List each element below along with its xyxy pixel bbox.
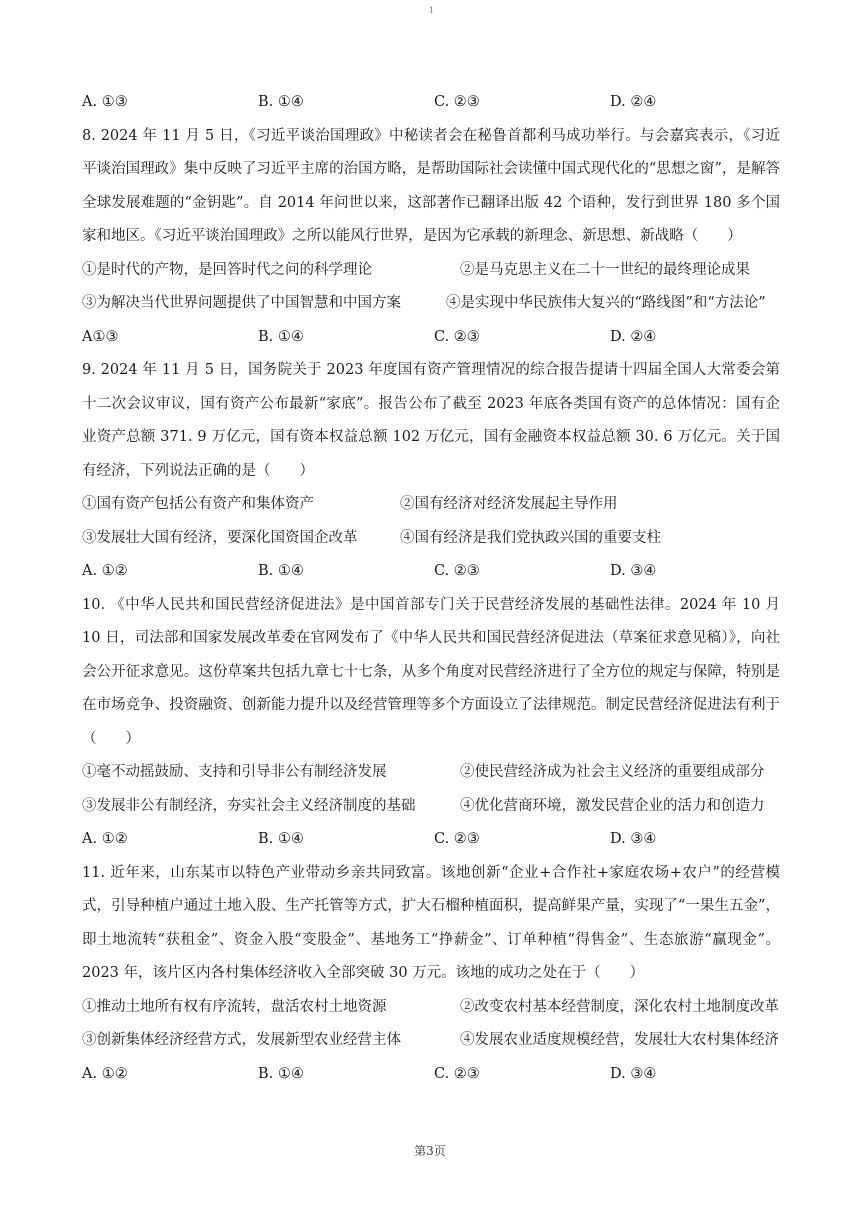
q9-stem: 9. 2024 年 11 月 5 日，国务院关于 2023 年度国有资产管理情况的综合报告提请十四届全国人大常委会第十二次会议审议，国有资产公布最新“家底”。报告公布了截至 2023 年底各类国有资产的总体情况：国有企业资产总额 371. 9 万亿元，国有资本权益总额 102 万亿元，国有金融资本权益总额 30. 6 万亿元。关于国有经济，下列说法正确的是（ ） — [82, 362, 780, 479]
q9-item-1: ①国有资产包括公有资产和集体资产 — [82, 496, 314, 512]
q9-items-row-1 — [82, 488, 780, 522]
q11-option-d[interactable]: D. ③④ — [610, 1065, 657, 1082]
q10-option-a[interactable]: A. ①② — [82, 831, 128, 847]
q8-option-d[interactable]: D. ②④ — [610, 328, 657, 345]
q9-option-b[interactable]: B. ①④ — [258, 563, 304, 579]
q10-option-b[interactable]: B. ①④ — [258, 831, 304, 847]
q8-item-1: ①是时代的产物，是回答时代之问的科学理论 — [82, 261, 372, 278]
q8-item-3: ③为解决当代世界问题提供了中国智慧和中国方案 — [82, 295, 401, 311]
q11-item-1: ①推动土地所有权有序流转，盘活农村土地资源 — [82, 998, 387, 1015]
q10-item-2: ②使民营经济成为社会主义经济的重要组成部分 — [460, 764, 765, 780]
q9-item-4: ④国有经济是我们党执政兴国的重要支柱 — [400, 529, 661, 546]
q11-stem: 11. 近年来，山东某市以特色产业带动乡亲共同致富。该地创新“企业+合作社+家庭农场+农户”的经营模式，引导种植户通过土地入股、生产托管等方式，扩大石榴种植面积，提高鲜果产量，实现了“一果生五金”，即土地流转“获租金”、资金入股“变股金”、基地务工“挣薪金”、订单种植“得售金”、生态旅游“赢现金”。2023 年，该片区内各村集体经济收入全部突破 30 万元。该地的成功之处在于（ ） — [82, 864, 780, 981]
q7-option-a[interactable]: A. ①③ — [82, 94, 128, 110]
q7-option-c[interactable]: C. ②③ — [434, 94, 480, 110]
q9-items-row-2 — [82, 522, 780, 556]
q10-item-3: ③发展非公有制经济，夯实社会主义经济制度的基础 — [82, 797, 416, 814]
q11-option-a[interactable]: A. ①② — [82, 1065, 128, 1082]
q11-option-b[interactable]: B. ①④ — [258, 1065, 304, 1082]
q11-item-4: ④发展农业适度规模经营，发展壮大农村集体经济 — [460, 1032, 779, 1048]
q11-item-2: ②改变农村基本经营制度，深化农村土地制度改革 — [460, 998, 779, 1015]
q10-option-d[interactable]: D. ③④ — [610, 831, 657, 847]
q8-stem: 8. 2024 年 11 月 5 日，《习近平谈治国理政》中秘读者会在秘鲁首都利马成功举行。与会嘉宾表示，《习近平谈治国理政》集中反映了习近平主席的治国方略，是帮助国际社会读懂中国式现代化的“思想之窗”，是解答全球发展难题的“金钥匙”。自 2014 年问世以来，这部著作已翻译出版 42 个语种，发行到世界 180 多个国家和地区。《习近平谈治国理政》之所以能风行世界，是因为它承载的新理念、新思想、新战略（ ） — [82, 127, 780, 244]
q11-option-c[interactable]: C. ②③ — [434, 1065, 480, 1082]
q10-option-c[interactable]: C. ②③ — [434, 831, 480, 847]
q10-stem: 10. 《中华人民共和国民营经济促进法》是中国首部专门关于民营经济发展的基础性法律。2024 年 10 月 10 日，司法部和国家发展改革委在官网发布了《中华人民共和国民营经济促进法（草案征求意见稿）》，向社会公开征求意见。这份草案共包括九章七十七条，从多个角度对民营经济进行了全方位的规定与保障，特别是在市场竞争、投资融资、创新能力提升以及经营管理等多个方面设立了法律规范。制定民营经济促进法有利于（ ） — [82, 596, 780, 747]
q8-item-4: ④是实现中华民族伟大复兴的“路线图”和“方法论” — [446, 295, 766, 311]
q7-option-b[interactable]: B. ①④ — [258, 94, 304, 110]
q8-option-b[interactable]: B. ①④ — [258, 328, 304, 345]
q9-options — [82, 555, 780, 589]
page-number: 第3页 — [414, 1144, 446, 1158]
q10-item-1: ①毫不动摇鼓励、支持和引导非公有制经济发展 — [82, 764, 387, 780]
q8-options — [82, 321, 780, 355]
q10-items-row-2 — [82, 790, 780, 824]
q10-item-4: ④优化营商环境，激发民营企业的活力和创造力 — [460, 797, 765, 814]
q11-items-row-1 — [82, 991, 780, 1025]
q9-item-3: ③发展壮大国有经济，要深化国资国企改革 — [82, 529, 358, 546]
q9-option-d[interactable]: D. ③④ — [610, 563, 657, 579]
q7-options — [82, 86, 780, 120]
q9-option-c[interactable]: C. ②③ — [434, 563, 480, 579]
header-mark: 1 — [429, 6, 435, 15]
q7-option-d[interactable]: D. ②④ — [610, 94, 657, 110]
q8-item-2: ②是马克思主义在二十一世纪的最终理论成果 — [460, 261, 750, 278]
q8-option-a[interactable]: A①③ — [82, 328, 119, 345]
q8-items-row-2 — [82, 287, 780, 321]
q9-item-2: ②国有经济对经济发展起主导作用 — [400, 496, 618, 512]
q11-items-row-2 — [82, 1024, 780, 1058]
q11-item-3: ③创新集体经济经营方式，发展新型农业经营主体 — [82, 1032, 401, 1048]
q11-options — [82, 1058, 780, 1092]
q8-items-row-1 — [82, 254, 780, 288]
q10-options — [82, 823, 780, 857]
q8-option-c[interactable]: C. ②③ — [434, 328, 480, 345]
q9-option-a[interactable]: A. ①② — [82, 563, 128, 579]
q10-items-row-1 — [82, 756, 780, 790]
page-content — [82, 86, 780, 1091]
